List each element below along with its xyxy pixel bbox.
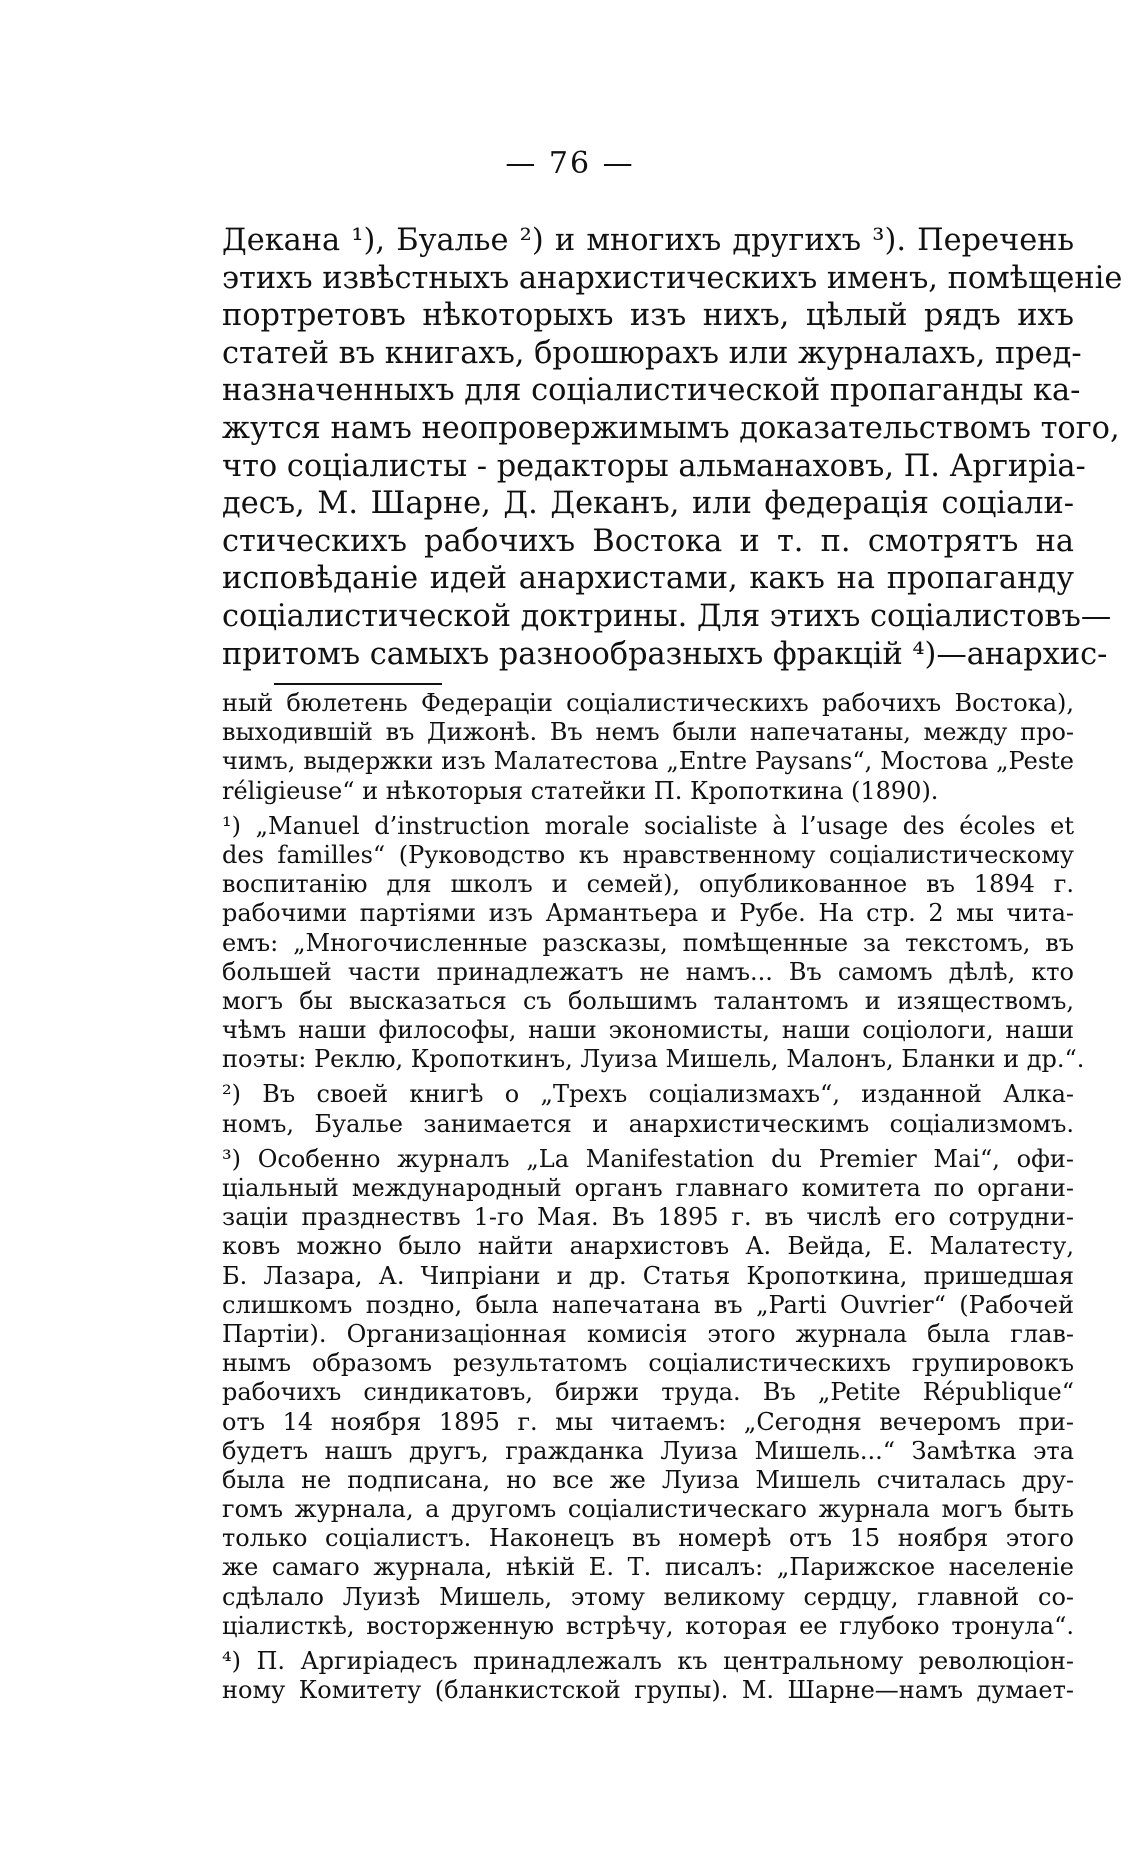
footnote-3 — [222, 1145, 1074, 1641]
text-line: стическихъ рабочихъ Востока и т. п. смотрятъ на — [222, 523, 1074, 559]
footnote-line: поэты: Реклю, Кропоткинъ, Луиза Мишель, Малонъ, Бланки и др.“. — [222, 1045, 1085, 1074]
footnotes — [222, 689, 1085, 1711]
footnote-2 — [222, 1080, 1074, 1138]
footnote-divider — [274, 683, 442, 685]
footnote-line: заціи празднествъ 1-го Мая. Въ 1895 г. въ числѣ его сотрудни- — [222, 1203, 1074, 1232]
main-text — [222, 222, 1123, 673]
footnote-line: ²) Въ своей книгѣ о „Трехъ соціализмахъ“, изданной Алка- — [222, 1080, 1074, 1109]
footnote-line: des familles“ (Руководство къ нравственному соціалистическому — [222, 840, 1074, 869]
footnote-line: номъ, Буалье занимается и анархистическимъ соціализмомъ. — [222, 1109, 1074, 1138]
footnote-line: была не подписана, но все же Луиза Мишель считалась дру- — [222, 1465, 1074, 1494]
footnote-line: слишкомъ поздно, была напечатана въ „Parti Ouvrier“ (Рабочей — [222, 1290, 1074, 1319]
footnote-line: ¹) „Manuel d’instruction morale socialiste à l’usage des écoles et — [222, 811, 1074, 840]
footnote-line: рабочихъ синдикатовъ, биржи труда. Въ „Petite République“ — [222, 1378, 1074, 1407]
footnote-line: емъ: „Многочисленные разсказы, помѣщенные за текстомъ, въ — [222, 928, 1074, 957]
footnote-line: могъ бы высказаться съ большимъ талантомъ и изяществомъ, — [222, 986, 1074, 1015]
text-line: что соціалисты - редакторы альманаховъ, П. Аргиріа- — [222, 448, 1086, 484]
footnote-line: Партіи). Организаціонная комисія этого журнала была глав- — [222, 1319, 1074, 1348]
text-line: этихъ извѣстныхъ анархистическихъ именъ, помѣщеніе — [222, 260, 1123, 296]
text-line: десъ, М. Шарне, Д. Деканъ, или федерація соціали- — [222, 486, 1074, 522]
footnote-continuation — [222, 689, 1074, 806]
footnote-line: ³) Особенно журналъ „La Manifestation du Premier Mai“, офи- — [222, 1144, 1074, 1173]
footnote-line: чѣмъ наши философы, наши экономисты, наши соціологи, наши — [222, 1016, 1074, 1045]
footnote-line: Б. Лазара, А. Чипріани и др. Статья Кропоткина, пришедшая — [222, 1261, 1074, 1290]
footnote-line: сдѣлало Луизѣ Мишель, этому великому сердцу, главной со- — [222, 1582, 1074, 1611]
footnote-line: воспитанію для школъ и семей), опубликованное въ 1894 г. — [222, 870, 1074, 899]
footnote-line: réligieuse“ и нѣкоторыя статейки П. Кропоткина (1890). — [222, 776, 939, 805]
footnote-line: ный бюлетень Федераціи соціалистическихъ рабочихъ Востока), — [222, 689, 1074, 717]
footnote-line: отъ 14 ноября 1895 г. мы читаемъ: „Сегодня вечеромъ при- — [222, 1407, 1074, 1436]
text-line: Декана ¹), Буалье ²) и многихъ другихъ ³). Перечень — [222, 223, 1074, 258]
footnote-line: ціальный международный органъ главнаго комитета по органи- — [222, 1174, 1074, 1202]
footnote-line: ціалисткѣ, восторженную встрѣчу, которая ее глубоко тронула“. — [222, 1611, 1074, 1640]
footnote-line: ⁴) П. Аргиріадесъ принадлежалъ къ центральному революціон- — [222, 1647, 1074, 1675]
text-line: назначенныхъ для соціалистической пропаганды ка- — [222, 373, 1081, 409]
footnote-line: ковъ можно было найти анархистовъ А. Вейда, Е. Малатесту, — [222, 1232, 1074, 1261]
footnote-line: нымъ образомъ результатомъ соціалистическихъ групировокъ — [222, 1349, 1074, 1378]
footnote-line: же самаго журнала, нѣкій Е. Т. писалъ: „Парижское населеніе — [222, 1553, 1074, 1582]
footnote-line: чимъ, выдержки изъ Малатестова „Entre Paysans“, Мостова „Peste — [222, 747, 1074, 776]
footnote-4 — [222, 1647, 1074, 1705]
text-line: притомъ самыхъ разнообразныхъ фракцій ⁴)—анархис- — [222, 636, 1108, 672]
text-line: исповѣданіе идей анархистами, какъ на пропаганду — [222, 561, 1074, 597]
footnote-line: большей части принадлежатъ не намъ... Въ самомъ дѣлѣ, кто — [222, 957, 1074, 986]
text-line: статей въ книгахъ, брошюрахъ или журналахъ, пред- — [222, 335, 1082, 371]
footnote-line: будетъ нашъ другъ, гражданка Луиза Мишель...“ Замѣтка эта — [222, 1436, 1074, 1465]
text-line: жутся намъ неопровержимымъ доказательствомъ того, — [222, 410, 1120, 446]
footnote-line: гомъ журнала, а другомъ соціалистическаго журнала могъ быть — [222, 1495, 1074, 1524]
footnote-line: ному Комитету (бланкистской групы). М. Шарне—намъ думает- — [222, 1676, 1074, 1705]
text-line: соціалистической доктрины. Для этихъ соціалистовъ— — [222, 598, 1112, 634]
footnote-line: рабочими партіями изъ Армантьера и Рубе. На стр. 2 мы чита- — [222, 899, 1074, 928]
text-line: портретовъ нѣкоторыхъ изъ нихъ, цѣлый рядъ ихъ — [222, 298, 1074, 334]
footnote-line: только соціалистъ. Наконецъ въ номерѣ отъ 15 ноября этого — [222, 1524, 1074, 1553]
footnote-line: выходившій въ Дижонѣ. Въ немъ были напечатаны, между про- — [222, 718, 1074, 747]
footnote-1 — [222, 811, 1085, 1075]
page-number: — 76 — — [505, 146, 635, 181]
